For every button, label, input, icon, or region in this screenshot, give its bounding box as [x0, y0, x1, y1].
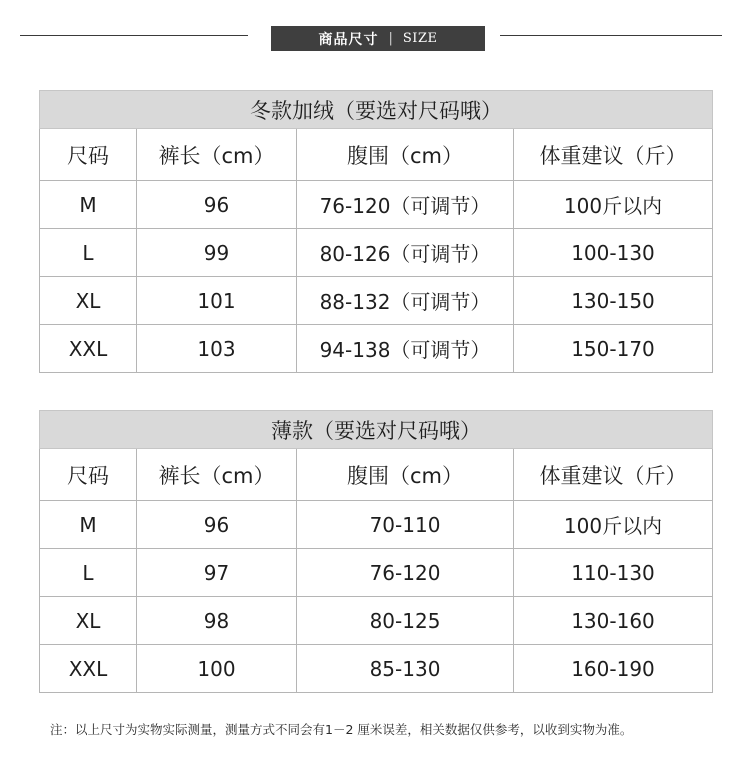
table-row: [40, 181, 713, 229]
cell-length: 99: [137, 229, 297, 277]
table-row: [40, 645, 713, 693]
cell-weight: 150-170: [514, 325, 713, 373]
cell-waist: 94-138（可调节）: [297, 325, 514, 373]
cell-weight: 160-190: [514, 645, 713, 693]
size-table-thin: [39, 410, 713, 693]
header-title-cn: 商品尺寸: [318, 31, 379, 48]
cell-length: 103: [137, 325, 297, 373]
column-header-length: 裤长（cm）: [137, 449, 297, 501]
cell-size: M: [40, 501, 137, 549]
header-rule-left: [20, 35, 248, 36]
table-row: [40, 229, 713, 277]
table-row: [40, 325, 713, 373]
table-title: 冬款加绒（要选对尺码哦）: [40, 91, 713, 129]
cell-waist: 76-120: [297, 549, 514, 597]
column-header-waist: 腹围（cm）: [297, 129, 514, 181]
column-header-length: 裤长（cm）: [137, 129, 297, 181]
header-title-en: SIZE: [402, 31, 438, 46]
cell-size: XL: [40, 277, 137, 325]
cell-weight: 100斤以内: [514, 501, 713, 549]
cell-waist: 88-132（可调节）: [297, 277, 514, 325]
table-title: 薄款（要选对尺码哦）: [40, 411, 713, 449]
table-title-row: [40, 411, 713, 449]
header-rule-right: [500, 35, 722, 36]
column-header-weight: 体重建议（斤）: [514, 449, 713, 501]
column-header-weight: 体重建议（斤）: [514, 129, 713, 181]
header-separator: |: [388, 31, 393, 46]
cell-waist: 76-120（可调节）: [297, 181, 514, 229]
column-header-row: [40, 129, 713, 181]
cell-length: 96: [137, 501, 297, 549]
cell-waist: 85-130: [297, 645, 514, 693]
cell-size: M: [40, 181, 137, 229]
table-row: [40, 501, 713, 549]
cell-length: 97: [137, 549, 297, 597]
table-row: [40, 277, 713, 325]
section-header: [271, 26, 485, 51]
cell-length: 96: [137, 181, 297, 229]
cell-weight: 130-150: [514, 277, 713, 325]
column-header-size: 尺码: [40, 449, 137, 501]
cell-weight: 130-160: [514, 597, 713, 645]
table-title-row: [40, 91, 713, 129]
size-table-winter: [39, 90, 713, 373]
cell-waist: 80-126（可调节）: [297, 229, 514, 277]
cell-weight: 110-130: [514, 549, 713, 597]
cell-size: XL: [40, 597, 137, 645]
cell-waist: 80-125: [297, 597, 514, 645]
column-header-row: [40, 449, 713, 501]
table-row: [40, 597, 713, 645]
cell-size: XXL: [40, 325, 137, 373]
cell-length: 101: [137, 277, 297, 325]
cell-length: 100: [137, 645, 297, 693]
table-row: [40, 549, 713, 597]
cell-size: L: [40, 549, 137, 597]
column-header-waist: 腹围（cm）: [297, 449, 514, 501]
cell-weight: 100斤以内: [514, 181, 713, 229]
cell-length: 98: [137, 597, 297, 645]
cell-waist: 70-110: [297, 501, 514, 549]
column-header-size: 尺码: [40, 129, 137, 181]
cell-size: XXL: [40, 645, 137, 693]
measurement-note: 注：以上尺寸为实物实际测量，测量方式不同会有1－2 厘米误差，相关数据仅供参考，以收到实物为准。: [50, 722, 633, 737]
cell-weight: 100-130: [514, 229, 713, 277]
cell-size: L: [40, 229, 137, 277]
